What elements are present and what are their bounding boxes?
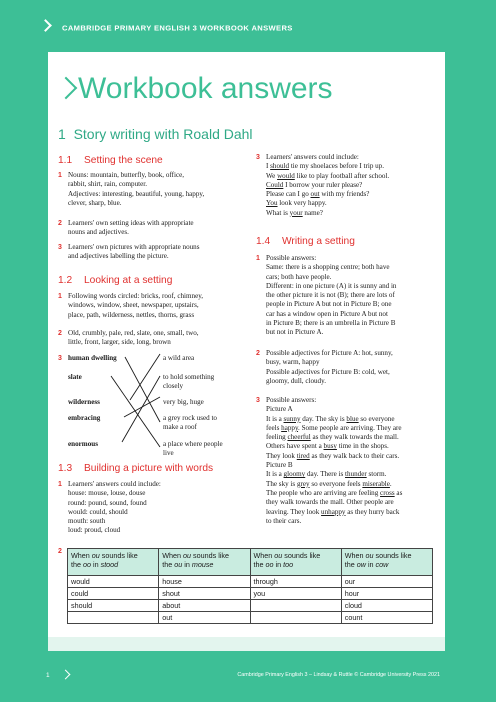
item-number: 1 bbox=[58, 481, 62, 488]
ou-sounds-table bbox=[67, 548, 433, 624]
text-segment: Please can I go bbox=[266, 190, 311, 199]
text-segment: day. The sky is bbox=[300, 414, 347, 423]
text-line bbox=[266, 489, 402, 498]
text-line bbox=[266, 273, 396, 282]
text-segment: name? bbox=[302, 208, 323, 217]
text-line: loud: proud, cloud bbox=[68, 526, 121, 535]
text-line bbox=[266, 442, 402, 451]
underlined-word: your bbox=[289, 208, 303, 217]
underlined-word: should bbox=[270, 162, 290, 171]
underlined-word: miserable bbox=[362, 479, 390, 488]
text-line: place, path, wilderness, nettles, thorns, grass bbox=[68, 310, 195, 319]
text-segment: Possible answers: bbox=[266, 396, 317, 404]
text-segment: with my friends? bbox=[319, 190, 370, 199]
text-segment: Others have spent a bbox=[266, 442, 324, 451]
text-segment: as they walk towards the mall. bbox=[310, 433, 399, 442]
underlined-word: sunny bbox=[283, 414, 301, 423]
header-text: in bbox=[91, 560, 101, 569]
text-line: Old, crumbly, pale, red, slate, one, small, two, bbox=[68, 329, 199, 337]
text-segment: as bbox=[394, 488, 403, 497]
item-number: 2 bbox=[58, 220, 62, 227]
text-line bbox=[266, 310, 396, 319]
text-line: mouth: south bbox=[68, 517, 106, 526]
header-text: sounds like bbox=[282, 551, 321, 560]
match-line bbox=[111, 376, 160, 447]
text-line bbox=[266, 172, 389, 181]
table-cell: our bbox=[341, 576, 432, 588]
text-line: house: mouse, louse, douse bbox=[68, 489, 146, 498]
text-line bbox=[266, 377, 393, 386]
text-line: Following words circled: bricks, roof, chimney, bbox=[68, 292, 204, 300]
item-number: 2 bbox=[58, 330, 62, 337]
text-segment: time in the shops. bbox=[336, 442, 389, 451]
text-segment: I borrow your ruler please? bbox=[283, 180, 363, 189]
header-text: sounds like bbox=[373, 551, 412, 560]
header-text: ou bbox=[365, 551, 374, 560]
text-segment: . Some people are arriving. They are bbox=[298, 423, 402, 432]
text-line bbox=[266, 433, 402, 442]
text-segment: They look bbox=[266, 451, 297, 460]
table-cell: should bbox=[68, 600, 159, 612]
text-segment: Same: there is a shopping centre; both have bbox=[266, 263, 390, 272]
table-header-row bbox=[68, 549, 433, 576]
text-segment: look very happy. bbox=[277, 199, 327, 208]
text-line bbox=[266, 405, 402, 414]
underlined-word: grey bbox=[296, 479, 310, 488]
column-header bbox=[250, 549, 341, 576]
underlined-word: thunder bbox=[345, 470, 367, 479]
table-cell: hour bbox=[341, 588, 432, 600]
text-line: Learners' own pictures with appropriate nouns bbox=[68, 243, 200, 251]
text-line: Learners' own setting ideas with appropriate bbox=[68, 219, 194, 227]
underlined-word: gloomy bbox=[283, 470, 306, 479]
text-line: would: could, should bbox=[68, 507, 128, 516]
item-number: 1 bbox=[256, 255, 260, 262]
table-cell: about bbox=[159, 600, 250, 612]
text-segment: What is bbox=[266, 208, 290, 217]
text-line: round: pound, sound, found bbox=[68, 498, 147, 507]
text-line bbox=[266, 349, 393, 358]
text-line: windows, window, sheet, newspaper, upstairs, bbox=[68, 301, 199, 310]
text-line bbox=[266, 319, 396, 328]
section-heading-1-3: 1.3 Building a picture with words bbox=[58, 463, 214, 474]
unit-title: Story writing with Roald Dahl bbox=[73, 126, 253, 142]
header-text: the bbox=[162, 560, 175, 569]
header-text: the bbox=[253, 560, 266, 569]
text-line: live bbox=[163, 449, 174, 457]
underlined-word: Could bbox=[266, 180, 284, 189]
text-segment: Learners' answers could include: bbox=[266, 153, 359, 161]
header-text: When bbox=[162, 551, 184, 560]
header-text: mouse bbox=[191, 560, 214, 569]
copyright-notice: Cambridge Primary English 3 – Lindsay & Ruttle © Cambridge University Press 2021 bbox=[237, 672, 440, 678]
underlined-word: blue bbox=[346, 414, 359, 423]
text-segment: busy, warm, happy bbox=[266, 358, 320, 367]
text-line bbox=[266, 291, 396, 300]
underlined-word: You bbox=[266, 199, 278, 208]
header-text: When bbox=[344, 551, 366, 560]
header-text: oo bbox=[83, 560, 91, 569]
header-text: ou bbox=[274, 551, 283, 560]
text-line: to hold something bbox=[163, 373, 215, 381]
item-number: 2 bbox=[58, 548, 62, 555]
underlined-word: unhappy bbox=[321, 507, 346, 516]
matching-lines bbox=[48, 352, 208, 472]
item-text bbox=[68, 329, 199, 348]
text-segment: We bbox=[266, 171, 278, 180]
text-segment: gloomy, dull, cloudy. bbox=[266, 376, 326, 385]
text-line bbox=[266, 498, 402, 507]
text-segment: as they hurry back bbox=[345, 507, 400, 516]
text-line bbox=[266, 396, 402, 405]
item-text bbox=[266, 153, 389, 218]
text-segment: so everyone feels bbox=[309, 479, 363, 488]
table-cell: house bbox=[159, 576, 250, 588]
text-line bbox=[266, 424, 402, 433]
text-line bbox=[266, 153, 389, 162]
text-line bbox=[266, 452, 402, 461]
item-number: 2 bbox=[256, 350, 260, 357]
text-segment: It is a bbox=[266, 470, 284, 479]
table-cell bbox=[68, 612, 159, 624]
text-line: Nouns: mountain, butterfly, book, office, bbox=[68, 171, 185, 179]
text-line bbox=[266, 209, 389, 218]
item-text bbox=[68, 292, 203, 320]
text-line: a grey rock used to bbox=[163, 414, 217, 422]
table-cell: you bbox=[250, 588, 341, 600]
header-text: ou bbox=[91, 551, 100, 560]
text-line: closely bbox=[163, 382, 184, 390]
header-text: in bbox=[182, 560, 192, 569]
header-text: ow bbox=[356, 560, 366, 569]
text-segment: leaving. They look bbox=[266, 507, 322, 516]
text-segment: storm. bbox=[366, 470, 387, 479]
item-number: 3 bbox=[256, 397, 260, 404]
chevron-right-icon bbox=[39, 19, 52, 32]
match-term: enormous bbox=[68, 440, 98, 448]
text-line bbox=[266, 368, 393, 377]
text-segment: Possible answers: bbox=[266, 254, 317, 262]
unit-heading bbox=[58, 126, 253, 142]
text-line: Learners' answers could include: bbox=[68, 480, 161, 488]
text-segment: they walk towards the mall. Other people are bbox=[266, 498, 394, 507]
header-text: too bbox=[283, 560, 294, 569]
item-text bbox=[266, 254, 396, 338]
text-segment: It is a bbox=[266, 414, 284, 423]
text-line: make a roof bbox=[163, 423, 197, 431]
text-segment: day. There is bbox=[305, 470, 346, 479]
table-cell bbox=[250, 600, 341, 612]
text-segment: feels bbox=[266, 423, 282, 432]
text-segment: the other picture it is not (B); there are lots of bbox=[266, 291, 395, 300]
text-line bbox=[266, 263, 396, 272]
text-segment: Possible adjectives for Picture B: cold, wet, bbox=[266, 367, 390, 376]
text-line bbox=[266, 254, 396, 263]
text-segment: but not in Picture A. bbox=[266, 328, 324, 337]
text-line: a wild area bbox=[163, 354, 195, 362]
text-line: little, front, larger, side, long, brown bbox=[68, 338, 171, 347]
table-row bbox=[68, 588, 433, 600]
running-header: CAMBRIDGE PRIMARY ENGLISH 3 WORKBOOK ANSWERS bbox=[62, 23, 293, 33]
item-text bbox=[68, 243, 200, 262]
item-text bbox=[68, 171, 204, 208]
header-text: sounds like bbox=[99, 551, 138, 560]
text-line bbox=[266, 358, 393, 367]
item-text bbox=[266, 349, 393, 386]
text-segment: feeling bbox=[266, 433, 288, 442]
header-text: oo bbox=[265, 560, 274, 569]
section-heading-1-1: 1.1 Setting the scene bbox=[58, 155, 163, 166]
text-line bbox=[266, 328, 396, 337]
text-line bbox=[266, 480, 402, 489]
text-segment: Picture B bbox=[266, 461, 293, 470]
item-number: 3 bbox=[58, 244, 62, 251]
text-line bbox=[266, 415, 402, 424]
text-segment: to their cars. bbox=[266, 516, 302, 525]
text-line: a place where people bbox=[163, 440, 223, 448]
header-text: in bbox=[273, 560, 284, 569]
underlined-word: would bbox=[277, 171, 295, 180]
text-line: Adjectives: interesting, beautiful, young, happy, bbox=[68, 189, 205, 198]
item-text bbox=[68, 480, 161, 536]
text-segment: Picture A bbox=[266, 405, 293, 414]
column-header bbox=[68, 549, 159, 576]
table-cell bbox=[250, 612, 341, 624]
section-heading-1-4: 1.4 Writing a setting bbox=[256, 236, 355, 247]
table-row bbox=[68, 612, 433, 624]
text-line bbox=[266, 199, 389, 208]
text-line bbox=[266, 162, 389, 171]
underlined-word: cross bbox=[380, 488, 395, 497]
underlined-word: happy bbox=[281, 423, 299, 432]
underlined-word: busy bbox=[323, 442, 337, 451]
item-text bbox=[266, 396, 402, 526]
text-line bbox=[266, 300, 396, 309]
text-segment: people in Picture A but not in Picture B; one bbox=[266, 300, 392, 309]
top-banner bbox=[0, 0, 496, 52]
text-segment: tie my shoelaces before I trip up. bbox=[289, 162, 385, 171]
header-text: ou bbox=[183, 551, 192, 560]
header-text: sounds like bbox=[191, 551, 229, 560]
text-segment: as they walk back to their cars. bbox=[309, 451, 400, 460]
text-segment: cars; both have people. bbox=[266, 272, 332, 281]
header-text: ou bbox=[174, 560, 183, 569]
match-term: wilderness bbox=[68, 398, 100, 406]
underlined-word: tired bbox=[296, 451, 310, 460]
header-text: in bbox=[365, 560, 376, 569]
text-line: very big, huge bbox=[163, 398, 204, 406]
table-cell: cloud bbox=[341, 600, 432, 612]
column-header bbox=[341, 549, 432, 576]
header-text: stood bbox=[100, 560, 119, 569]
text-line bbox=[266, 282, 396, 291]
text-line bbox=[266, 190, 389, 199]
footer-banner bbox=[0, 651, 496, 702]
table-cell: shout bbox=[159, 588, 250, 600]
underlined-word: cheerful bbox=[287, 433, 311, 442]
item-number: 1 bbox=[58, 172, 62, 179]
table-cell: could bbox=[68, 588, 159, 600]
header-text: When bbox=[71, 551, 92, 560]
text-line: nouns and adjectives. bbox=[68, 228, 129, 237]
text-segment: Possible adjectives for Picture A: hot, sunny, bbox=[266, 349, 393, 357]
text-segment: in Picture B; there is an umbrella in Picture B bbox=[266, 319, 396, 328]
text-line: and adjectives labelling the picture. bbox=[68, 252, 169, 261]
header-text: cow bbox=[375, 560, 389, 569]
header-text: the bbox=[71, 560, 83, 569]
text-segment: car has a window open in Picture A but not bbox=[266, 309, 388, 318]
item-number: 3 bbox=[256, 154, 260, 161]
text-line bbox=[266, 517, 402, 526]
page-number: 1 bbox=[46, 672, 50, 679]
text-line bbox=[266, 461, 402, 470]
table-row bbox=[68, 576, 433, 588]
match-line bbox=[130, 354, 160, 400]
text-line: rabbit, shirt, rain, computer. bbox=[68, 180, 147, 189]
text-segment: The sky is bbox=[266, 479, 297, 488]
text-segment: so everyone bbox=[358, 414, 395, 423]
match-term: slate bbox=[68, 373, 82, 381]
text-segment: like to play football after school. bbox=[294, 171, 390, 180]
underlined-word: out bbox=[310, 190, 320, 199]
page-bottom-strip bbox=[48, 637, 445, 651]
table-row bbox=[68, 600, 433, 612]
table-cell: count bbox=[341, 612, 432, 624]
text-line bbox=[266, 508, 402, 517]
text-line bbox=[266, 181, 389, 190]
match-term: human dwelling bbox=[68, 354, 117, 362]
text-segment: . bbox=[389, 479, 392, 488]
header-text: the bbox=[344, 560, 357, 569]
text-segment: I bbox=[266, 162, 271, 171]
match-line bbox=[125, 357, 160, 422]
column-header bbox=[159, 549, 250, 576]
text-segment: The people who are arriving are feeling bbox=[266, 488, 381, 497]
table-cell: through bbox=[250, 576, 341, 588]
item-number: 1 bbox=[58, 293, 62, 300]
text-line bbox=[266, 470, 402, 479]
table-cell: out bbox=[159, 612, 250, 624]
page-title: Workbook answers bbox=[78, 72, 333, 105]
text-line: clever, sharp, blue. bbox=[68, 198, 122, 207]
text-segment: Different: in one picture (A) it is sunny and in bbox=[266, 281, 397, 290]
item-text bbox=[68, 219, 194, 238]
section-heading-1-2: 1.2 Looking at a setting bbox=[58, 275, 173, 286]
chevron-right-icon bbox=[61, 670, 71, 680]
table-cell: would bbox=[68, 576, 159, 588]
unit-number: 1 bbox=[58, 126, 66, 142]
match-term: embracing bbox=[68, 414, 101, 422]
header-text: When bbox=[253, 551, 275, 560]
